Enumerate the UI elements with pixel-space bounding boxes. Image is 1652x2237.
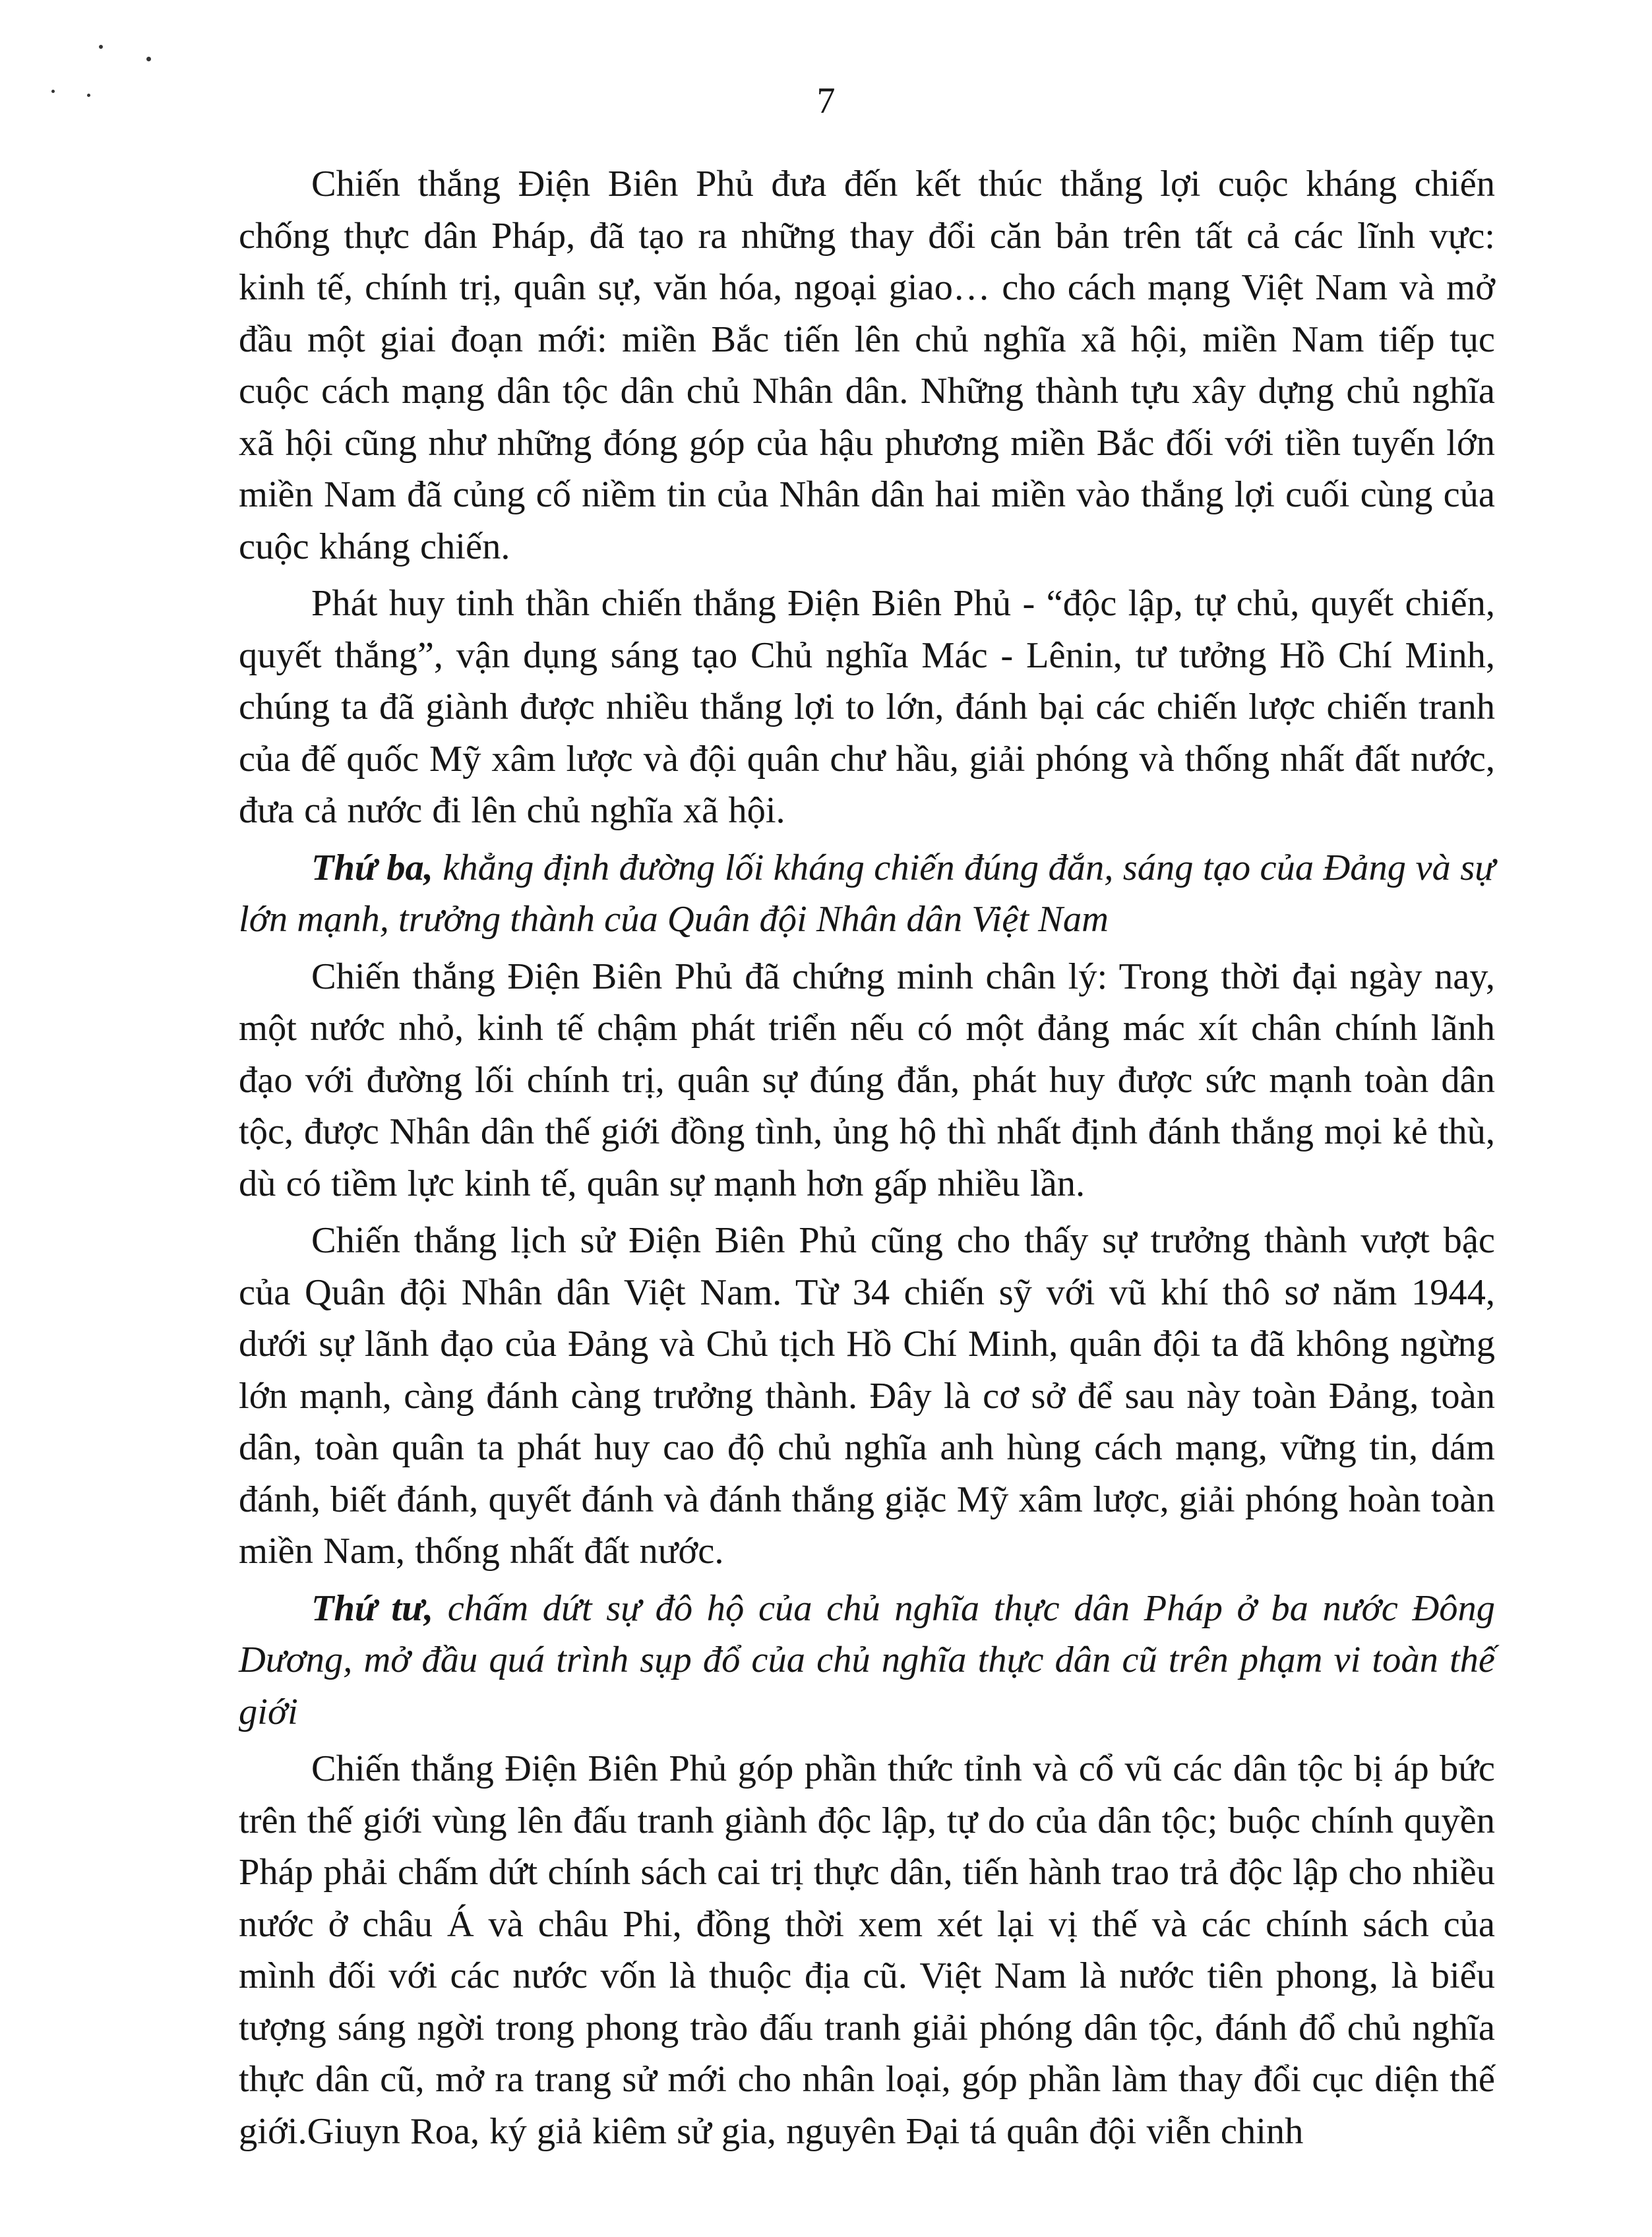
paragraph: Chiến thắng Điện Biên Phủ đã chứng minh chân lý: Trong thời đại ngày nay, một nước nhỏ, kinh tế chậm phát triển nếu có một đảng mác xít chân chính lãnh đạo với đường lối chính trị, quân sự đúng đắn, phát huy được sức mạnh toàn dân tộc, được Nhân dân thế giới đồng tình, ủng hộ thì nhất định đánh thắng mọi kẻ thù, dù có tiềm lực kinh tế, quân sự mạnh hơn gấp nhiều lần. [239,956,1495,1204]
paragraph: Chiến thắng Điện Biên Phủ góp phần thức tỉnh và cổ vũ các dân tộc bị áp bức trên thế giới vùng lên đấu tranh giành độc lập, tự do của dân tộc; buộc chính quyền Pháp phải chấm dứt chính sách cai trị thực dân, tiến hành trao trả độc lập cho nhiều nước ở châu Á và châu Phi, đồng thời xem xét lại vị thế và các chính sách của mình đối với các nước vốn là thuộc địa cũ. Việt Nam là nước tiên phong, là biểu tượng sáng ngời trong phong trào đấu tranh giải phóng dân tộc, đánh đổ chủ nghĩa thực dân cũ, mở ra trang sử mới cho nhân loại, góp phần làm thay đổi cục diện thế giới.Giuyn Roa, ký giả kiêm sử gia, nguyên Đại tá quân đội viễn chinh [239,1748,1495,2152]
document-body [239,158,1495,2162]
scan-speck [146,57,151,61]
paragraph: Chiến thắng Điện Biên Phủ đưa đến kết thúc thắng lợi cuộc kháng chiến chống thực dân Pháp, đã tạo ra những thay đổi căn bản trên tất cả các lĩnh vực: kinh tế, chính trị, quân sự, văn hóa, ngoại giao… cho cách mạng Việt Nam và mở đầu một giai đoạn mới: miền Bắc tiến lên chủ nghĩa xã hội, miền Nam tiếp tục cuộc cách mạng dân tộc dân chủ Nhân dân. Những thành tựu xây dựng chủ nghĩa xã hội cũng như những đóng góp của hậu phương miền Bắc đối với tiền tuyến lớn miền Nam đã củng cố niềm tin của Nhân dân hai miền vào thắng lợi cuối cùng của cuộc kháng chiến. [239,164,1495,567]
paragraph: Chiến thắng lịch sử Điện Biên Phủ cũng cho thấy sự trưởng thành vượt bậc của Quân đội Nhân dân Việt Nam. Từ 34 chiến sỹ với vũ khí thô sơ năm 1944, dưới sự lãnh đạo của Đảng và Chủ tịch Hồ Chí Minh, quân đội ta đã không ngừng lớn mạnh, càng đánh càng trưởng thành. Đây là cơ sở để sau này toàn Đảng, toàn dân, toàn quân ta phát huy cao độ chủ nghĩa anh hùng cách mạng, vững tin, dám đánh, biết đánh, quyết đánh và đánh thắng giặc Mỹ xâm lược, giải phóng hoàn toàn miền Nam, thống nhất đất nước. [239,1220,1495,1572]
section-heading [239,842,1495,946]
section-heading-text: khẳng định đường lối kháng chiến đúng đắn, sáng tạo của Đảng và sự lớn mạnh, trưởng thành của Quân đội Nhân dân Việt Nam [239,847,1495,940]
section-heading [239,1583,1495,1738]
section-heading-lead: Thứ ba, [311,847,433,888]
section-heading-text: chấm dứt sự đô hộ của chủ nghĩa thực dân Pháp ở ba nước Đông Dương, mở đầu quá trình sụp đổ của chủ nghĩa thực dân cũ trên phạm vi toàn thế giới [239,1587,1495,1732]
page-number: 7 [816,80,836,121]
section-heading-lead: Thứ tư, [311,1587,434,1629]
scan-speck [99,45,103,49]
paragraph: Phát huy tinh thần chiến thắng Điện Biên Phủ - “độc lập, tự chủ, quyết chiến, quyết thắng”, vận dụng sáng tạo Chủ nghĩa Mác - Lênin, tư tưởng Hồ Chí Minh, chúng ta đã giành được nhiều thắng lợi to lớn, đánh bại các chiến lược chiến tranh của đế quốc Mỹ xâm lược và đội quân chư hầu, giải phóng và thống nhất đất nước, đưa cả nước đi lên chủ nghĩa xã hội. [239,583,1495,831]
